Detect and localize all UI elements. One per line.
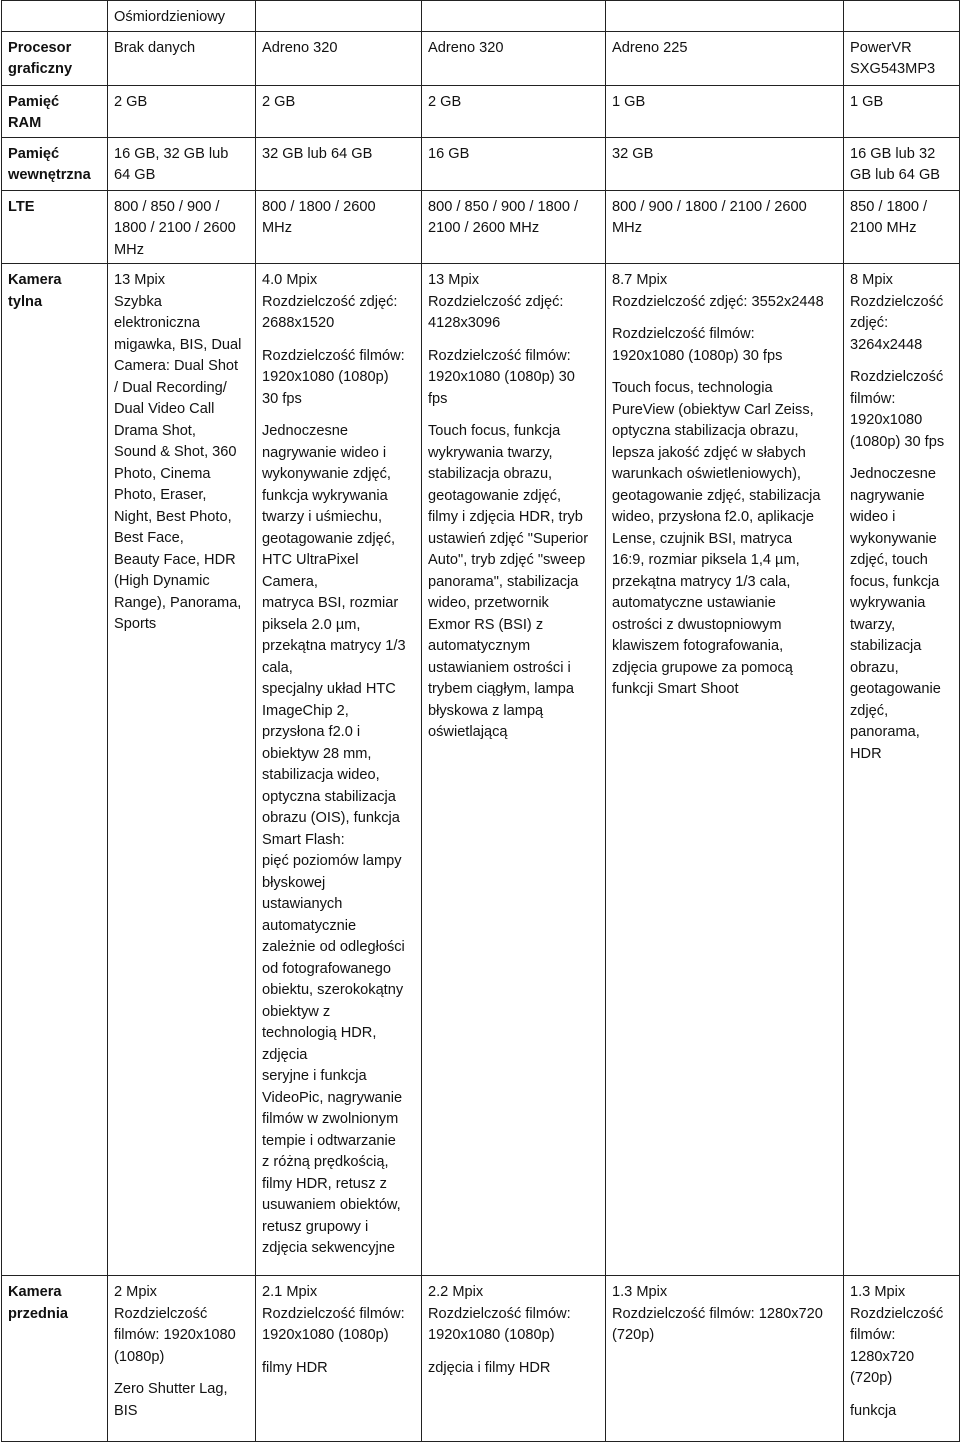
cell-text-line: stabilizacja wideo, bbox=[262, 767, 380, 783]
cell-text-line: 16 GB lub 32 bbox=[850, 145, 936, 162]
cell-text-line: 2 GB bbox=[428, 93, 462, 110]
cell-text-line: funkcja bbox=[850, 1402, 897, 1419]
cell-text-line: Rozdzielczość bbox=[850, 293, 944, 310]
cell-text-line: zdjęcia grupowe za pomocą bbox=[612, 659, 793, 676]
cell-text-line: filmy i zdjęcia HDR, tryb bbox=[428, 509, 583, 525]
value-cell bbox=[256, 1, 422, 32]
row-label-line: RAM bbox=[8, 115, 42, 131]
row-label-line: przednia bbox=[8, 1305, 69, 1322]
cell-text-line: Photo, Eraser, bbox=[114, 487, 207, 503]
cell-text-line: Brak danych bbox=[114, 39, 196, 56]
cell-text-line: 64 GB bbox=[114, 167, 156, 183]
cell-text-line: od fotografowanego bbox=[262, 960, 392, 977]
cell-text-line: Rozdzielczość zdjęć: bbox=[428, 293, 564, 310]
label-cell bbox=[2, 190, 108, 264]
value-cell bbox=[844, 31, 960, 85]
cell-text-line: Dual Video Call bbox=[114, 401, 215, 417]
value-cell bbox=[422, 1276, 606, 1442]
label-cell bbox=[2, 1276, 108, 1442]
cell-text-line: 2100 / 2600 MHz bbox=[428, 220, 540, 236]
cell-text-line: (1080p) bbox=[114, 1348, 165, 1365]
row-storage bbox=[2, 137, 960, 190]
row-front-camera bbox=[2, 1276, 960, 1442]
label-cell bbox=[2, 1, 108, 32]
cell-text-line: nagrywanie wideo i bbox=[262, 444, 387, 461]
cell-text-line: (High Dynamic bbox=[114, 573, 210, 589]
label-cell bbox=[2, 31, 108, 85]
value-cell bbox=[844, 1, 960, 32]
value-cell bbox=[256, 85, 422, 137]
cell-text-line: 4.0 Mpix bbox=[262, 272, 318, 288]
cell-text-line: lepsza jakość zdjęć w słabych bbox=[612, 444, 806, 461]
value-cell bbox=[422, 264, 606, 1276]
cell-text-line: twarzy, bbox=[850, 616, 896, 633]
cell-text-line: Touch focus, funkcja bbox=[428, 423, 561, 439]
cell-text-line: Rozdzielczość bbox=[850, 1305, 944, 1322]
cell-text-line: zdjęcia i filmy HDR bbox=[428, 1359, 551, 1376]
cell-text-line: specjalny układ HTC bbox=[262, 681, 396, 697]
cell-text-line: seryjne i funkcja bbox=[262, 1068, 367, 1084]
value-cell bbox=[606, 137, 844, 190]
cell-text-line: geotagowanie zdjęć, bbox=[428, 487, 562, 504]
cell-text-line: 1280x720 bbox=[850, 1348, 915, 1365]
cell-text-line: ostrości z dwustopniowym bbox=[612, 616, 782, 633]
cell-text-line: filmy HDR, retusz z bbox=[262, 1175, 387, 1192]
value-cell bbox=[422, 1, 606, 32]
cell-text-line: / Dual Recording/ bbox=[114, 379, 227, 396]
cell-text-line: Touch focus, technologia bbox=[612, 380, 773, 396]
cell-text-line: 32 GB bbox=[612, 145, 654, 162]
cell-text-line: zdjęć: bbox=[850, 315, 889, 331]
cell-text-line: 1920x1080 (1080p) 30 bbox=[428, 369, 575, 385]
row-label-line: Procesor bbox=[8, 39, 72, 56]
cell-text-line: (720p) bbox=[850, 1370, 893, 1386]
spacer bbox=[262, 1347, 417, 1358]
row-label-line: Pamięć bbox=[8, 145, 60, 162]
cell-text-line: retusz grupowy i bbox=[262, 1218, 369, 1235]
row-lte bbox=[2, 190, 960, 264]
cell-text-line: Rozdzielczość filmów: bbox=[262, 1305, 405, 1322]
spacer bbox=[850, 356, 955, 367]
value-cell bbox=[606, 1276, 844, 1442]
cell-text-line: błyskowa z lampą bbox=[428, 702, 544, 719]
value-cell bbox=[108, 85, 256, 137]
cell-text-line: pięć poziomów lampy bbox=[262, 853, 402, 869]
cell-text-line: Drama Shot, bbox=[114, 422, 196, 439]
cell-text-line: stabilizacja obrazu, bbox=[428, 466, 553, 482]
cell-text-line: 1 GB bbox=[850, 93, 884, 110]
cell-text-line: Ośmiordzieniowy bbox=[114, 9, 226, 25]
cell-text-line: twarzy i uśmiechu, bbox=[262, 509, 383, 525]
cell-text-line: geotagowanie zdjęć, bbox=[262, 530, 396, 547]
cell-text-line: 1.3 Mpix bbox=[612, 1284, 668, 1300]
cell-text-line: 800 / 850 / 900 / 1800 / bbox=[428, 198, 579, 215]
spacer bbox=[428, 1347, 601, 1358]
cell-text-line: SXG543MP3 bbox=[850, 61, 936, 77]
spec-table bbox=[1, 0, 960, 1442]
cell-text-line: 2688x1520 bbox=[262, 315, 335, 331]
value-cell bbox=[844, 264, 960, 1276]
cell-text-line: 8 Mpix bbox=[850, 272, 893, 288]
cell-text-line: Range), Panorama, bbox=[114, 594, 242, 611]
spec-table-body bbox=[2, 1, 960, 1442]
value-cell bbox=[422, 137, 606, 190]
cell-text-line: MHz bbox=[114, 241, 144, 258]
cell-text-line: obiektyw z bbox=[262, 1003, 331, 1020]
cell-text-line: geotagowanie zdjęć, stabilizacja bbox=[612, 487, 821, 504]
cell-text-line: 1 GB bbox=[612, 93, 646, 110]
value-cell bbox=[256, 31, 422, 85]
value-cell bbox=[844, 85, 960, 137]
cell-text-line: Jednoczesne bbox=[850, 466, 937, 482]
cell-text-line: wykonywanie zdjęć, bbox=[262, 466, 391, 482]
cell-text-line: 1800 / 2100 / 2600 bbox=[114, 220, 236, 236]
cell-text-line: 13 Mpix bbox=[428, 272, 480, 288]
cell-text-line: oświetlającą bbox=[428, 724, 508, 740]
value-cell bbox=[606, 1, 844, 32]
row-gpu bbox=[2, 31, 960, 85]
cell-text-line: focus, funkcja bbox=[850, 573, 940, 590]
value-cell bbox=[844, 1276, 960, 1442]
cell-text-line: Rozdzielczość zdjęć: bbox=[262, 293, 398, 310]
cell-text-line: optyczna stabilizacja bbox=[262, 788, 396, 805]
value-cell bbox=[108, 137, 256, 190]
spacer bbox=[850, 453, 955, 464]
row-label-line: Kamera bbox=[8, 1284, 62, 1300]
cell-text-line: BIS bbox=[114, 1402, 138, 1419]
value-cell bbox=[256, 190, 422, 264]
cell-text-line: usuwaniem obiektów, bbox=[262, 1197, 401, 1213]
cell-text-line: 1.3 Mpix bbox=[850, 1284, 906, 1300]
cell-text-line: piksela 2.0 µm, bbox=[262, 616, 361, 633]
spacer bbox=[262, 335, 417, 346]
cell-text-line: trybem ciągłym, lampa bbox=[428, 681, 574, 697]
cell-text-line: Rozdzielczość bbox=[114, 1305, 208, 1322]
cell-text-line: obrazu, bbox=[850, 659, 899, 676]
cell-text-line: PowerVR bbox=[850, 39, 912, 56]
cell-text-line: przekątna matrycy 1/3 bbox=[262, 638, 406, 654]
cell-text-line: filmów: bbox=[850, 390, 896, 407]
cell-text-line: przekątna matrycy 1/3 cala, bbox=[612, 573, 791, 590]
cell-text-line: Exmor RS (BSI) z bbox=[428, 616, 544, 633]
cell-text-line: ustawianych bbox=[262, 896, 343, 912]
cell-text-line: obiektyw 28 mm, bbox=[262, 745, 372, 762]
cell-text-line: MHz bbox=[262, 220, 292, 236]
cell-text-line: Adreno 320 bbox=[428, 39, 504, 56]
cell-text-line: automatycznie bbox=[262, 917, 357, 934]
row-label-line: graficzny bbox=[8, 61, 73, 77]
cell-text-line: ustawianiem ostrości i bbox=[428, 659, 571, 676]
row-ram bbox=[2, 85, 960, 137]
cell-text-line: 1920x1080 bbox=[850, 412, 923, 428]
cell-text-line: 800 / 850 / 900 / bbox=[114, 198, 220, 215]
cell-text-line: 2.2 Mpix bbox=[428, 1284, 484, 1300]
row-label-line: Pamięć bbox=[8, 93, 60, 110]
spacer bbox=[850, 1390, 955, 1401]
cell-text-line: 4128x3096 bbox=[428, 315, 501, 331]
cell-text-line: 800 / 900 / 1800 / 2100 / 2600 bbox=[612, 198, 807, 215]
spacer bbox=[612, 367, 839, 378]
cell-text-line: technologią HDR, bbox=[262, 1025, 377, 1041]
cell-text-line: 800 / 1800 / 2600 bbox=[262, 198, 376, 215]
cell-text-line: 8.7 Mpix bbox=[612, 272, 668, 288]
value-cell bbox=[606, 85, 844, 137]
cell-text-line: 1920x1080 (1080p) bbox=[428, 1327, 555, 1343]
cell-text-line: Camera, bbox=[262, 573, 318, 590]
cell-text-line: Lense, czujnik BSI, matryca bbox=[612, 530, 793, 547]
cell-text-line: 2 GB bbox=[114, 93, 148, 110]
value-cell bbox=[108, 264, 256, 1276]
cell-text-line: Rozdzielczość filmów: 1280x720 bbox=[612, 1305, 823, 1322]
cell-text-line: migawka, BIS, Dual bbox=[114, 336, 242, 353]
value-cell bbox=[256, 264, 422, 1276]
cell-text-line: zdjęcia bbox=[262, 1046, 308, 1063]
cell-text-line: 32 GB lub 64 GB bbox=[262, 145, 373, 162]
cell-text-line: 13 Mpix bbox=[114, 272, 166, 288]
cell-text-line: 16:9, rozmiar piksela 1,4 µm, bbox=[612, 552, 800, 568]
cell-text-line: automatycznym bbox=[428, 638, 531, 654]
cell-text-line: wideo i bbox=[850, 509, 896, 525]
row-label-line: Kamera bbox=[8, 272, 62, 288]
cell-text-line: Szybka bbox=[114, 293, 162, 310]
cell-text-line: wykrywania twarzy, bbox=[428, 444, 553, 461]
cell-text-line: ImageChip 2, bbox=[262, 702, 349, 719]
cell-text-line: wideo, przysłona f2.0, aplikacje bbox=[612, 509, 814, 525]
cell-text-line: fps bbox=[428, 390, 448, 407]
cell-text-line: geotagowanie bbox=[850, 681, 941, 697]
cell-text-line: (720p) bbox=[612, 1327, 655, 1343]
label-cell bbox=[2, 264, 108, 1276]
cell-text-line: funkcja wykrywania bbox=[262, 487, 388, 504]
spacer bbox=[428, 410, 601, 421]
cell-text-line: Rozdzielczość filmów: bbox=[262, 347, 405, 364]
spacer bbox=[612, 313, 839, 324]
cell-text-line: HDR bbox=[850, 745, 882, 762]
row-top bbox=[2, 1, 960, 32]
cell-text-line: zależnie od odległości bbox=[262, 939, 405, 955]
value-cell bbox=[108, 190, 256, 264]
value-cell bbox=[606, 31, 844, 85]
cell-text-line: VideoPic, nagrywanie bbox=[262, 1089, 403, 1106]
row-label-line: LTE bbox=[8, 198, 35, 215]
cell-text-line: Rozdzielczość filmów: bbox=[428, 347, 571, 364]
cell-text-line: 2 Mpix bbox=[114, 1284, 157, 1300]
cell-text-line: błyskowej bbox=[262, 874, 326, 891]
cell-text-line: 1920x1080 (1080p) 30 fps bbox=[612, 347, 783, 364]
value-cell bbox=[256, 137, 422, 190]
cell-text-line: wideo, przetwornik bbox=[428, 595, 549, 611]
value-cell bbox=[844, 190, 960, 264]
value-cell bbox=[108, 1276, 256, 1442]
cell-text-line: z różną prędkością, bbox=[262, 1154, 389, 1170]
value-cell bbox=[844, 137, 960, 190]
cell-text-line: wykonywanie bbox=[850, 530, 937, 547]
cell-text-line: Beauty Face, HDR bbox=[114, 551, 236, 568]
cell-text-line: Photo, Cinema bbox=[114, 465, 211, 482]
cell-text-line: Jednoczesne bbox=[262, 423, 349, 439]
cell-text-line: zdjęć, bbox=[850, 702, 889, 719]
value-cell bbox=[108, 1, 256, 32]
cell-text-line: (1080p) 30 fps bbox=[850, 433, 945, 450]
cell-text-line: panorama, bbox=[850, 724, 920, 740]
cell-text-line: panorama", stabilizacja bbox=[428, 573, 579, 590]
cell-text-line: GB lub 64 GB bbox=[850, 167, 941, 183]
value-cell bbox=[108, 31, 256, 85]
cell-text-line: MHz bbox=[612, 220, 642, 236]
cell-text-line: nagrywanie bbox=[850, 487, 925, 504]
cell-text-line: optyczna stabilizacja obrazu, bbox=[612, 423, 799, 439]
cell-text-line: 16 GB bbox=[428, 145, 470, 162]
cell-text-line: Rozdzielczość bbox=[850, 369, 944, 385]
value-cell bbox=[422, 190, 606, 264]
cell-text-line: elektroniczna bbox=[114, 315, 200, 331]
row-label-line: wewnętrzna bbox=[8, 167, 91, 183]
cell-text-line: zdjęcia sekwencyjne bbox=[262, 1240, 396, 1256]
row-rear-camera bbox=[2, 264, 960, 1276]
cell-text-line: przysłona f2.0 i bbox=[262, 724, 361, 740]
cell-text-line: 850 / 1800 / bbox=[850, 198, 928, 215]
spacer bbox=[428, 335, 601, 346]
cell-text-line: Rozdzielczość filmów: bbox=[428, 1305, 571, 1322]
cell-text-line: 3264x2448 bbox=[850, 336, 923, 353]
cell-text-line: obiektu, szerokokątny bbox=[262, 982, 404, 998]
cell-text-line: PureView (obiektyw Carl Zeiss, bbox=[612, 401, 814, 418]
cell-text-line: filmów: 1920x1080 bbox=[114, 1327, 236, 1343]
cell-text-line: 2 GB bbox=[262, 93, 296, 110]
cell-text-line: 2100 MHz bbox=[850, 220, 917, 236]
value-cell bbox=[606, 190, 844, 264]
cell-text-line: funkcji Smart Shoot bbox=[612, 681, 739, 697]
cell-text-line: obrazu (OIS), funkcja bbox=[262, 810, 400, 826]
row-label-line: tylna bbox=[8, 293, 43, 310]
cell-text-line: filmy HDR bbox=[262, 1359, 328, 1376]
cell-text-line: Best Face, bbox=[114, 530, 184, 546]
spacer bbox=[262, 410, 417, 421]
label-cell bbox=[2, 137, 108, 190]
cell-text-line: Camera: Dual Shot bbox=[114, 358, 239, 374]
cell-text-line: Auto", tryb zdjęć "sweep bbox=[428, 552, 586, 568]
cell-text-line: cala, bbox=[262, 659, 293, 676]
cell-text-line: HTC UltraPixel bbox=[262, 552, 359, 568]
cell-text-line: Sound & Shot, 360 bbox=[114, 444, 237, 460]
label-cell bbox=[2, 85, 108, 137]
cell-text-line: filmów w zwolnionym bbox=[262, 1111, 399, 1127]
cell-text-line: Rozdzielczość zdjęć: 3552x2448 bbox=[612, 293, 824, 310]
cell-text-line: Smart Flash: bbox=[262, 831, 345, 848]
cell-text-line: Sports bbox=[114, 616, 157, 632]
cell-text-line: Adreno 225 bbox=[612, 39, 688, 56]
cell-text-line: matryca BSI, rozmiar bbox=[262, 595, 399, 611]
cell-text-line: warunkach oświetleniowych), bbox=[612, 466, 801, 482]
value-cell bbox=[422, 31, 606, 85]
cell-text-line: 16 GB, 32 GB lub bbox=[114, 145, 229, 162]
cell-text-line: 2.1 Mpix bbox=[262, 1284, 318, 1300]
cell-text-line: filmów: bbox=[850, 1327, 896, 1343]
cell-text-line: automatyczne ustawianie bbox=[612, 595, 776, 611]
cell-text-line: klawiszem fotografowania, bbox=[612, 638, 784, 654]
cell-text-line: Adreno 320 bbox=[262, 39, 338, 56]
cell-text-line: stabilizacja bbox=[850, 638, 922, 654]
spacer bbox=[114, 1368, 251, 1379]
cell-text-line: 30 fps bbox=[262, 390, 302, 407]
value-cell bbox=[256, 1276, 422, 1442]
cell-text-line: Rozdzielczość filmów: bbox=[612, 326, 755, 342]
cell-text-line: tempie i odtwarzanie bbox=[262, 1132, 396, 1149]
cell-text-line: wykrywania bbox=[850, 595, 926, 611]
value-cell bbox=[422, 85, 606, 137]
cell-text-line: ustawień zdjęć "Superior bbox=[428, 530, 589, 547]
cell-text-line: Zero Shutter Lag, bbox=[114, 1381, 228, 1397]
cell-text-line: 1920x1080 (1080p) bbox=[262, 1327, 389, 1343]
cell-text-line: zdjęć, touch bbox=[850, 552, 928, 568]
value-cell bbox=[606, 264, 844, 1276]
cell-text-line: 1920x1080 (1080p) bbox=[262, 369, 389, 385]
cell-text-line: Night, Best Photo, bbox=[114, 508, 232, 525]
